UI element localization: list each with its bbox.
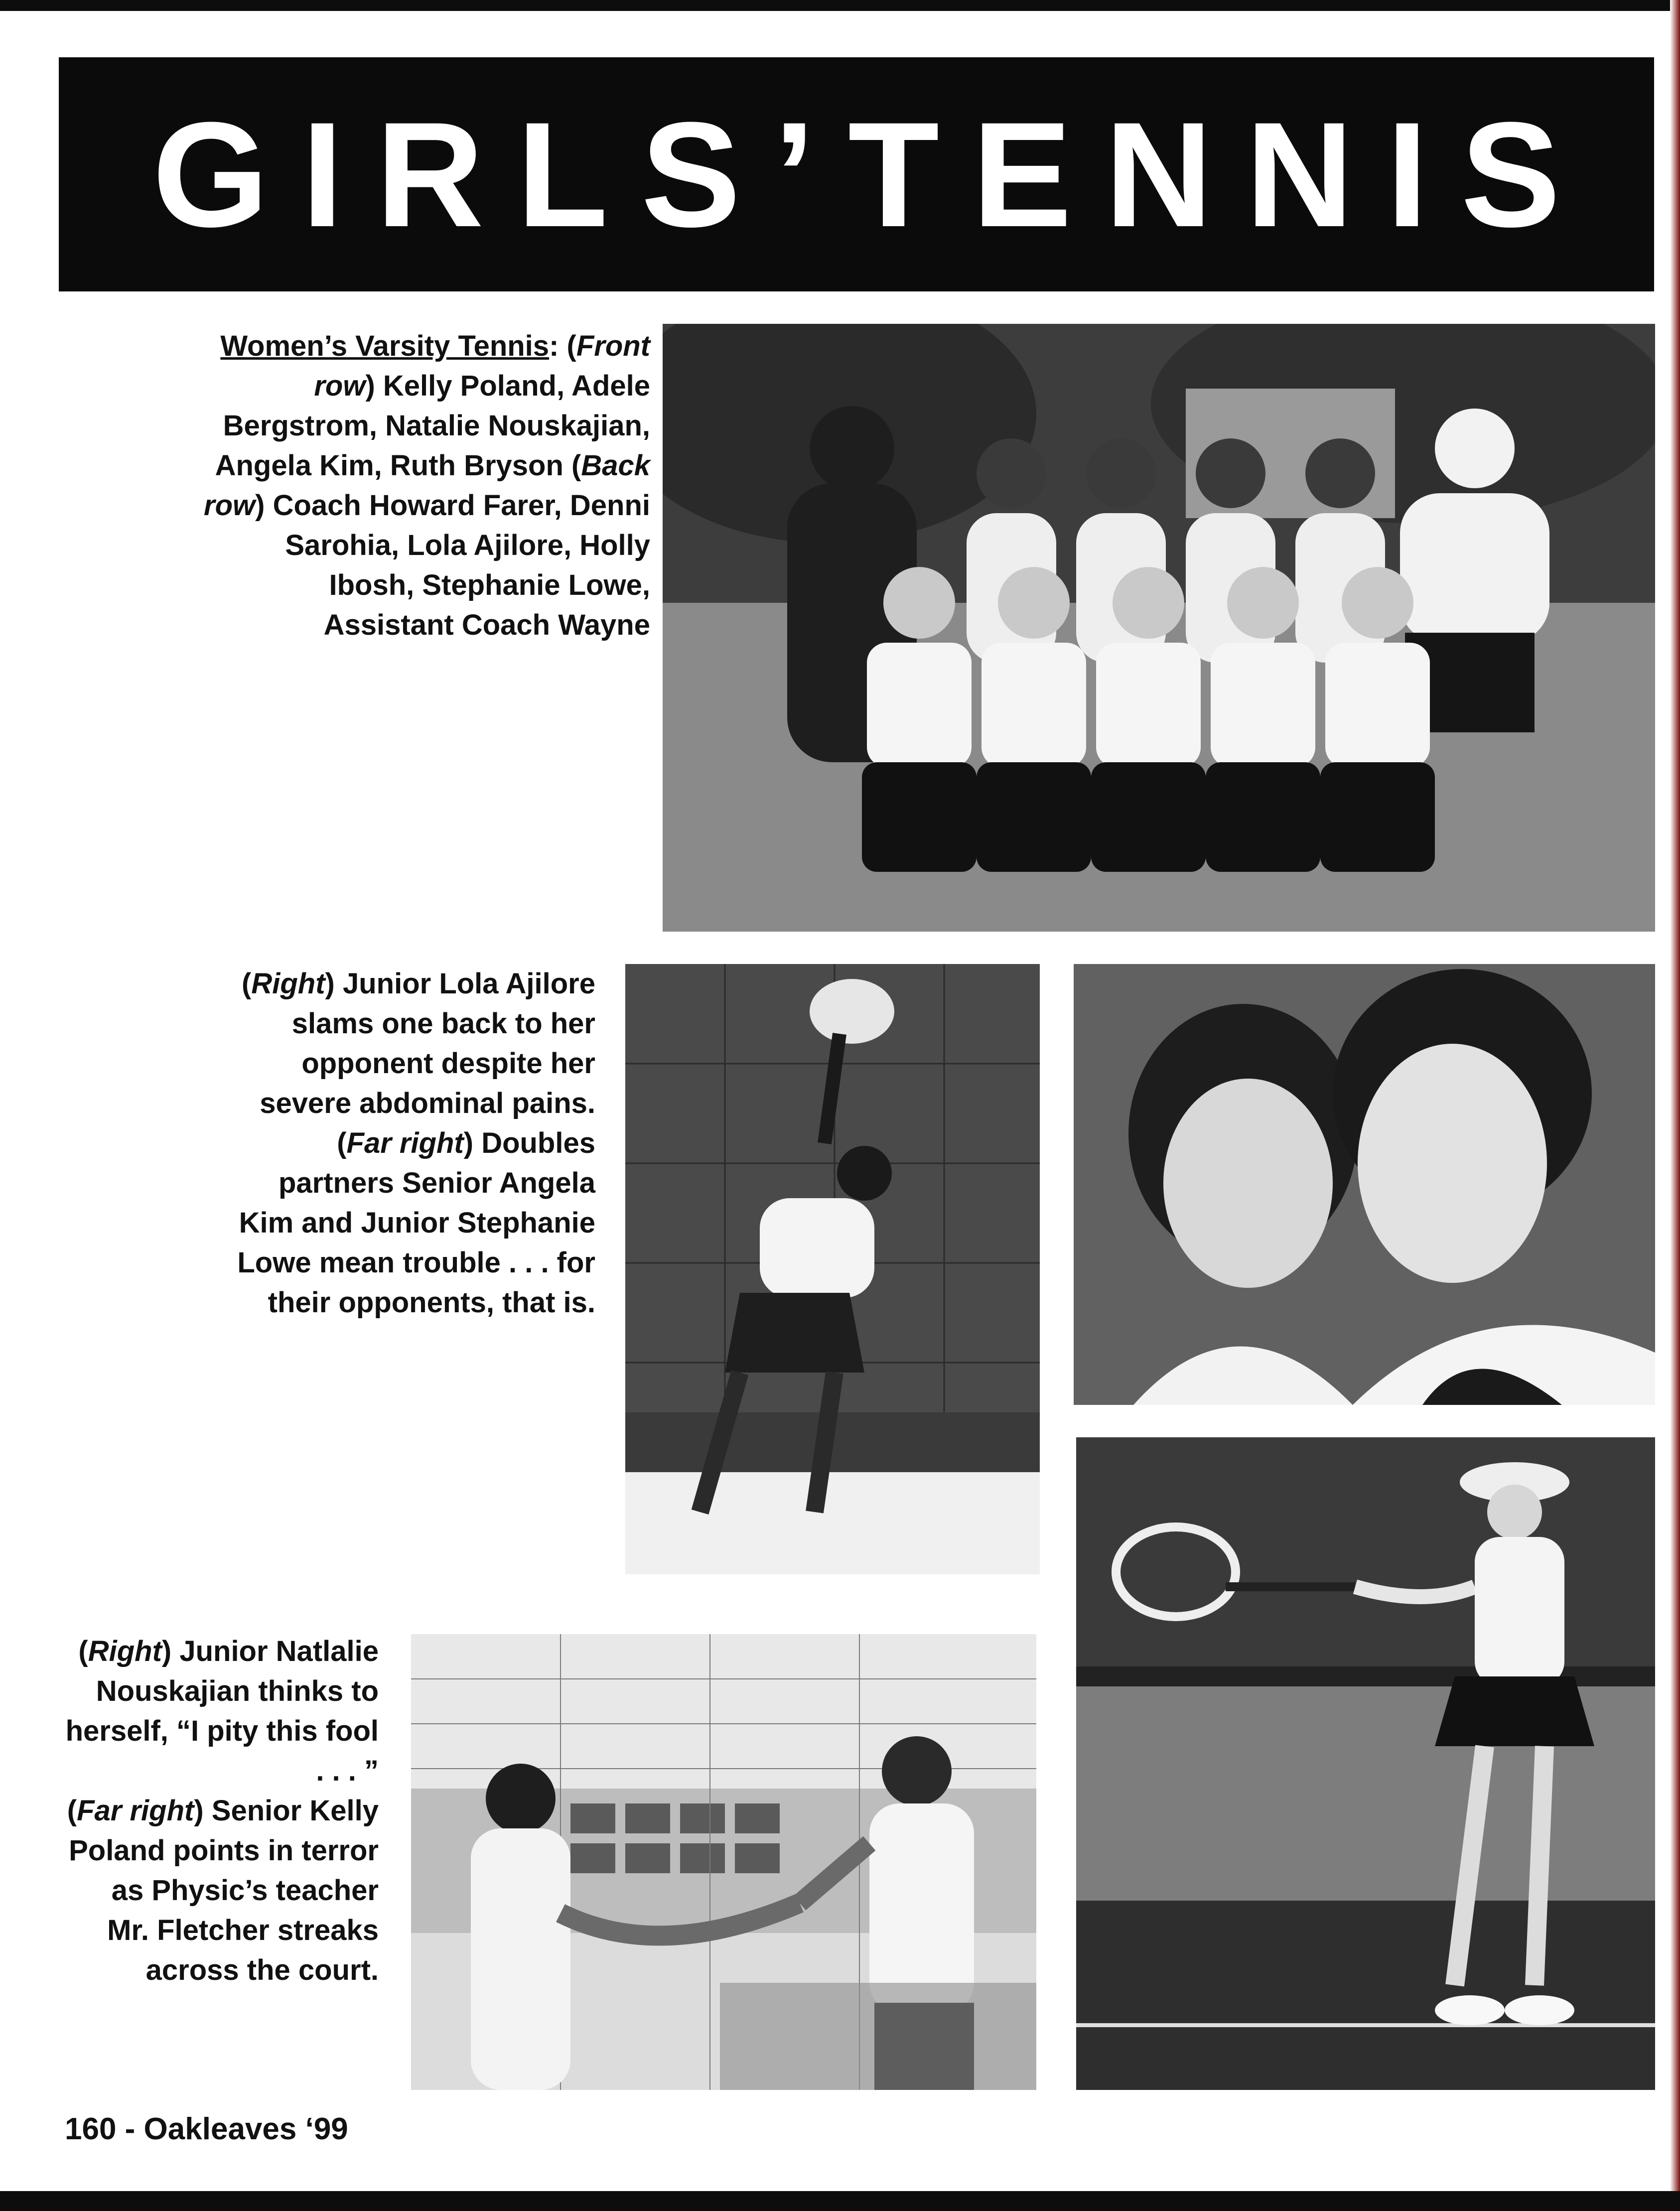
middle-caption-far-right: (Far right) Doubles partners Senior Angela Kim and Junior Stephanie Lowe mean trouble . . . for their opponents, that is.	[237, 1127, 595, 1319]
team-photo	[663, 324, 1655, 932]
title-banner	[59, 57, 1654, 291]
page-folio: 160 - Oakleaves ‘99	[65, 2112, 348, 2146]
front-row-names: Kelly Poland, Adele Bergstrom, Natalie Nouskajian, Angela Kim, Ruth Bryson	[215, 370, 650, 482]
team-caption	[199, 326, 650, 645]
scan-edge-top	[0, 0, 1680, 11]
far-right-text: Doubles partners Senior Angela Kim and Junior Stephanie Lowe mean trouble . . . for their opponents, that is.	[237, 1127, 595, 1319]
page-title: GIRLS’TENNIS	[152, 91, 1594, 258]
middle-caption-right: (Right) Junior Lola Ajilore slams one back to her opponent despite her severe abdominal pains.	[242, 967, 595, 1119]
far-right-label: Far right	[346, 1127, 464, 1159]
bottom-caption	[65, 1632, 379, 1990]
right-text: Junior Lola Ajilore slams one back to her opponent despite her severe abdominal pains.	[260, 967, 595, 1119]
doubles-photo-art	[1074, 964, 1655, 1405]
handshake-photo	[411, 1634, 1036, 2090]
forehand-photo	[1076, 1437, 1655, 2090]
serving-photo	[625, 964, 1040, 1574]
bottom-far-right-label: Far right	[77, 1795, 194, 1827]
team-caption-body: Women’s Varsity Tennis: (Front row) Kelly Poland, Adele Bergstrom, Natalie Nouskajian, Angela Kim, Ruth Bryson (Back row) Coach Howard Farer, Denni Sarohia, Lola Ajilore, Holly Ibosh, Stephanie Lowe, Assistant Coach Wayne	[204, 330, 650, 641]
scan-edge-right	[1670, 0, 1680, 2211]
handshake-photo-art	[411, 1634, 1036, 2090]
caption-colon: :	[549, 330, 559, 362]
back-row-names: Coach Howard Farer, Denni Sarohia, Lola Ajilore, Holly Ibosh, Stephanie Lowe, Assistant Coach Wayne	[265, 489, 650, 641]
right-label: Right	[251, 967, 325, 1000]
forehand-photo-art	[1076, 1437, 1655, 2090]
team-photo-art	[663, 324, 1655, 932]
back-row-label: Back row	[204, 449, 650, 522]
bottom-right-label: Right	[88, 1635, 162, 1667]
bottom-right-text: Junior Natlalie Nouskajian thinks to herself, “I pity this fool . . . ”	[65, 1635, 379, 1787]
front-row-label: Front row	[314, 330, 650, 402]
bottom-caption-far-right: (Far right) Senior Kelly Poland points in terror as Physic’s teacher Mr. Fletcher streaks across the court.	[67, 1795, 379, 1986]
bottom-far-right-text: Senior Kelly Poland points in terror as Physic’s teacher Mr. Fletcher streaks across the court.	[69, 1795, 379, 1986]
scan-edge-bottom	[0, 2191, 1680, 2211]
doubles-photo	[1074, 964, 1655, 1405]
serving-photo-art	[625, 964, 1040, 1574]
bottom-caption-right: (Right) Junior Natlalie Nouskajian thinks to herself, “I pity this fool . . . ”	[65, 1635, 379, 1787]
caption-lead: Women’s Varsity Tennis	[220, 330, 550, 362]
middle-caption	[234, 964, 595, 1323]
